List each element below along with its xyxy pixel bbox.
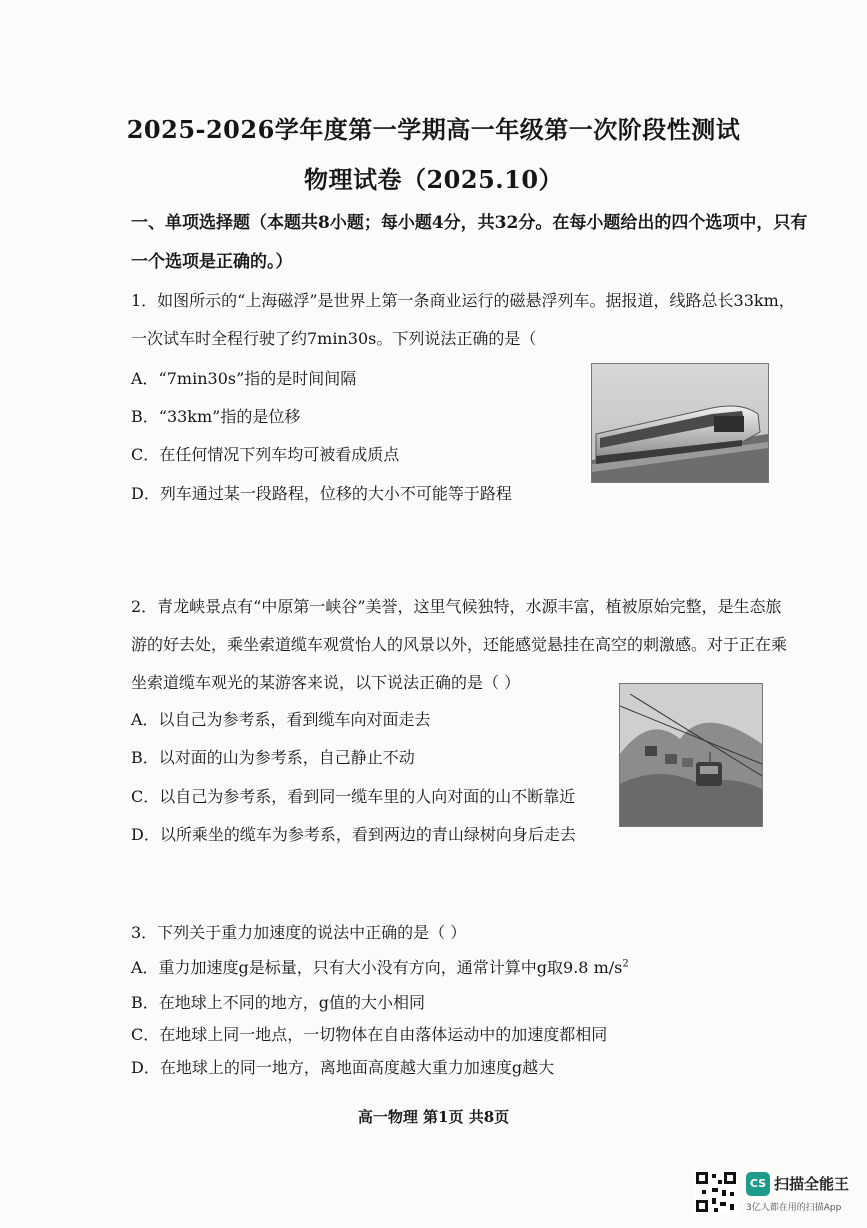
- q1-option-b: B．“33km”指的是位移: [131, 407, 301, 426]
- q1-stem-line1: 1．如图所示的“上海磁浮”是世界上第一条商业运行的磁悬浮列车。据报道，线路总长33km，: [131, 291, 795, 310]
- q3-option-d: D．在地球上的同一地方，离地面高度越大重力加速度g越大: [131, 1058, 555, 1077]
- q3-stem: 3．下列关于重力加速度的说法中正确的是（ ）: [131, 923, 467, 942]
- q2-stem-line2: 游的好去处，乘坐索道缆车观赏怡人的风景以外，还能感觉悬挂在高空的刺激感。对于正在乘: [131, 635, 788, 654]
- section-heading-line2: 一个选项是正确的。）: [131, 252, 293, 272]
- cable-car-photo: [619, 683, 763, 827]
- cable-car-illustration: [620, 684, 762, 826]
- camscanner-logo: CS: [746, 1172, 770, 1196]
- section-heading-line1: 一、单项选择题（本题共8小题；每小题4分，共32分。在每小题给出的四个选项中，只有: [131, 213, 808, 233]
- maglev-train-photo: [591, 363, 769, 483]
- qr-code-icon: [694, 1170, 738, 1214]
- q1-option-c: C．在任何情况下列车均可被看成质点: [131, 445, 400, 464]
- q2-option-a: A．以自己为参考系，看到缆车向对面走去: [131, 710, 431, 729]
- exam-subtitle: 物理试卷（2025.10）: [303, 165, 564, 194]
- q3-option-a-text: A．重力加速度g是标量，只有大小没有方向，通常计算中g取9.8 m/s: [131, 958, 623, 977]
- page-footer: 高一物理 第1页 共8页: [357, 1108, 510, 1126]
- q1-option-d: D．列车通过某一段路程，位移的大小不可能等于路程: [131, 484, 512, 503]
- q1-option-a: A．“7min30s”指的是时间间隔: [131, 369, 357, 388]
- q2-stem-line3: 坐索道缆车观光的某游客来说，以下说法正确的是（ ）: [131, 673, 521, 692]
- scanner-slogan: 3亿人都在用的扫描App: [746, 1203, 842, 1213]
- q3-option-b: B．在地球上不同的地方，g值的大小相同: [131, 993, 426, 1012]
- q2-stem-line1: 2．青龙峡景点有“中原第一峡谷”美誉，这里气候独特，水源丰富，植被原始完整，是生态旅: [131, 597, 782, 616]
- scanner-watermark: [690, 1168, 860, 1220]
- maglev-train-illustration: [592, 364, 768, 482]
- q3-option-c: C．在地球上同一地点，一切物体在自由落体运动中的加速度都相同: [131, 1025, 608, 1044]
- scanner-app-name: 扫描全能王: [774, 1175, 850, 1193]
- exam-title: 2025-2026学年度第一学期高一年级第一次阶段性测试: [126, 115, 741, 144]
- q2-option-b: B．以对面的山为参考系，自己静止不动: [131, 748, 415, 767]
- q1-stem-line2: 一次试车时全程行驶了约7min30s。下列说法正确的是（: [131, 329, 537, 348]
- q2-option-d: D．以所乘坐的缆车为参考系，看到两边的青山绿树向身后走去: [131, 825, 576, 844]
- q2-option-c: C．以自己为参考系，看到同一缆车里的人向对面的山不断靠近: [131, 787, 576, 806]
- q3-option-a: [131, 955, 629, 978]
- q3-option-a-exponent: 2: [622, 958, 629, 970]
